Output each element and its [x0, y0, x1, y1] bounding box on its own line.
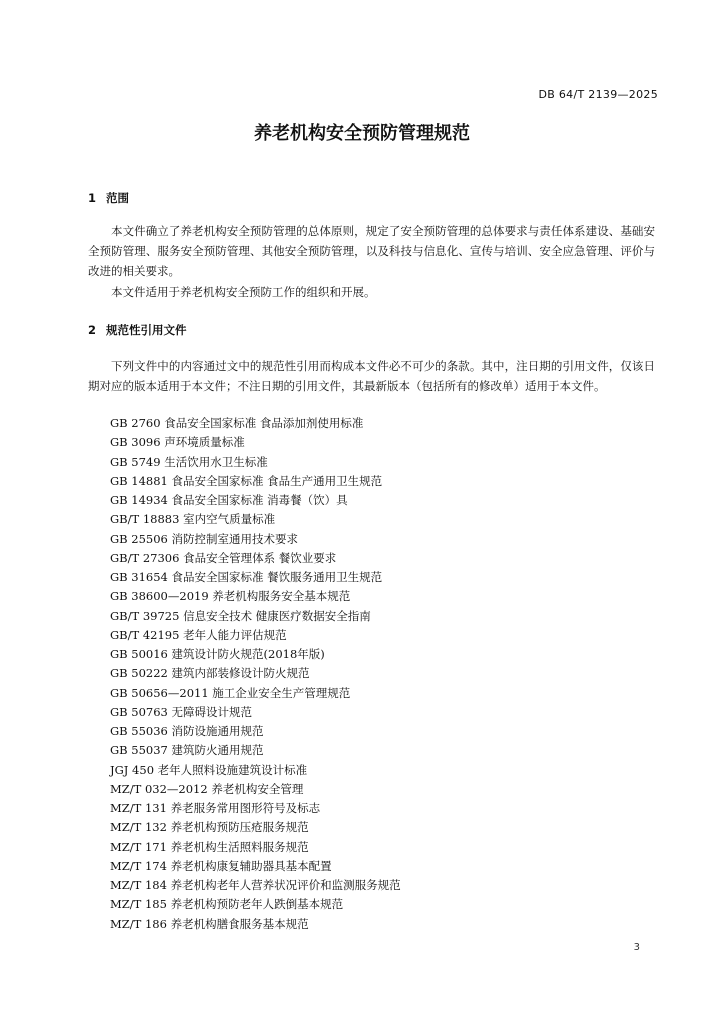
reference-item: MZ/T 171 养老机构生活照料服务规范: [110, 839, 309, 854]
reference-item: GB/T 18883 室内空气质量标准: [110, 512, 276, 527]
reference-item: GB 14881 食品安全国家标准 食品生产通用卫生规范: [110, 473, 383, 488]
reference-item: MZ/T 174 养老机构康复辅助器具基本配置: [110, 858, 332, 873]
page-number: 3: [633, 942, 640, 953]
reference-item: MZ/T 132 养老机构预防压疮服务规范: [110, 820, 309, 835]
reference-item: GB/T 42195 老年人能力评估规范: [110, 627, 287, 642]
reference-item: GB/T 39725 信息安全技术 健康医疗数据安全指南: [110, 608, 371, 623]
reference-item: MZ/T 186 养老机构膳食服务基本规范: [110, 916, 309, 931]
section-title: 规范性引用文件: [106, 323, 187, 337]
reference-item: GB 55037 建筑防火通用规范: [110, 743, 264, 758]
section-title: 范围: [106, 191, 129, 205]
reference-item: GB 55036 消防设施通用规范: [110, 724, 264, 738]
reference-list: [110, 414, 401, 934]
document-title: 养老机构安全预防管理规范: [254, 123, 470, 144]
reference-item: GB 14934 食品安全国家标准 消毒餐（饮）具: [110, 493, 348, 507]
section-number: 1: [88, 191, 97, 205]
reference-item: GB 38600—2019 养老机构服务安全基本规范: [110, 589, 351, 604]
reference-item: GB 5749 生活饮用水卫生标准: [110, 454, 268, 469]
scope-paragraph-1: 本文件确立了养老机构安全预防管理的总体原则，规定了安全预防管理的总体要求与责任体系建设、基础安全预防管理、服务安全预防管理、其他安全预防管理，以及科技与信息化、宣传与培训、安全应急管理、评价与改进的相关要求。: [88, 224, 655, 278]
reference-item: MZ/T 032—2012 养老机构安全管理: [110, 781, 304, 796]
section-number: 2: [88, 323, 97, 337]
section-heading-normative-references: [88, 322, 187, 338]
reference-item: GB 50763 无障碍设计规范: [110, 704, 253, 719]
reference-item: GB/T 27306 食品安全管理体系 餐饮业要求: [110, 550, 337, 565]
reference-item: GB 50016 建筑设计防火规范(2018年版): [110, 647, 325, 661]
reference-item: JGJ 450 老年人照料设施建筑设计标准: [110, 762, 308, 777]
references-intro-paragraph: 下列文件中的内容通过文中的规范性引用而构成本文件必不可少的条款。其中，注日期的引用文件，仅该日期对应的版本适用于本文件；不注日期的引用文件，其最新版本（包括所有的修改单）适用于本文件。: [88, 359, 655, 393]
reference-item: GB 31654 食品安全国家标准 餐饮服务通用卫生规范: [110, 570, 383, 584]
reference-item: GB 50222 建筑内部装修设计防火规范: [110, 666, 310, 681]
reference-item: GB 25506 消防控制室通用技术要求: [110, 531, 299, 546]
reference-item: GB 2760 食品安全国家标准 食品添加剂使用标准: [110, 416, 364, 430]
reference-item: MZ/T 185 养老机构预防老年人跌倒基本规范: [110, 897, 344, 912]
scope-paragraph-2: 本文件适用于养老机构安全预防工作的组织和开展。: [111, 285, 376, 299]
reference-item: MZ/T 184 养老机构老年人营养状况评价和监测服务规范: [110, 878, 401, 892]
reference-item: MZ/T 131 养老服务常用图形符号及标志: [110, 801, 321, 815]
reference-item: GB 3096 声环境质量标准: [110, 435, 245, 450]
section-heading-scope: [88, 190, 129, 206]
reference-item: GB 50656—2011 施工企业安全生产管理规范: [110, 685, 351, 700]
document-code: DB 64/T 2139—2025: [538, 88, 658, 101]
